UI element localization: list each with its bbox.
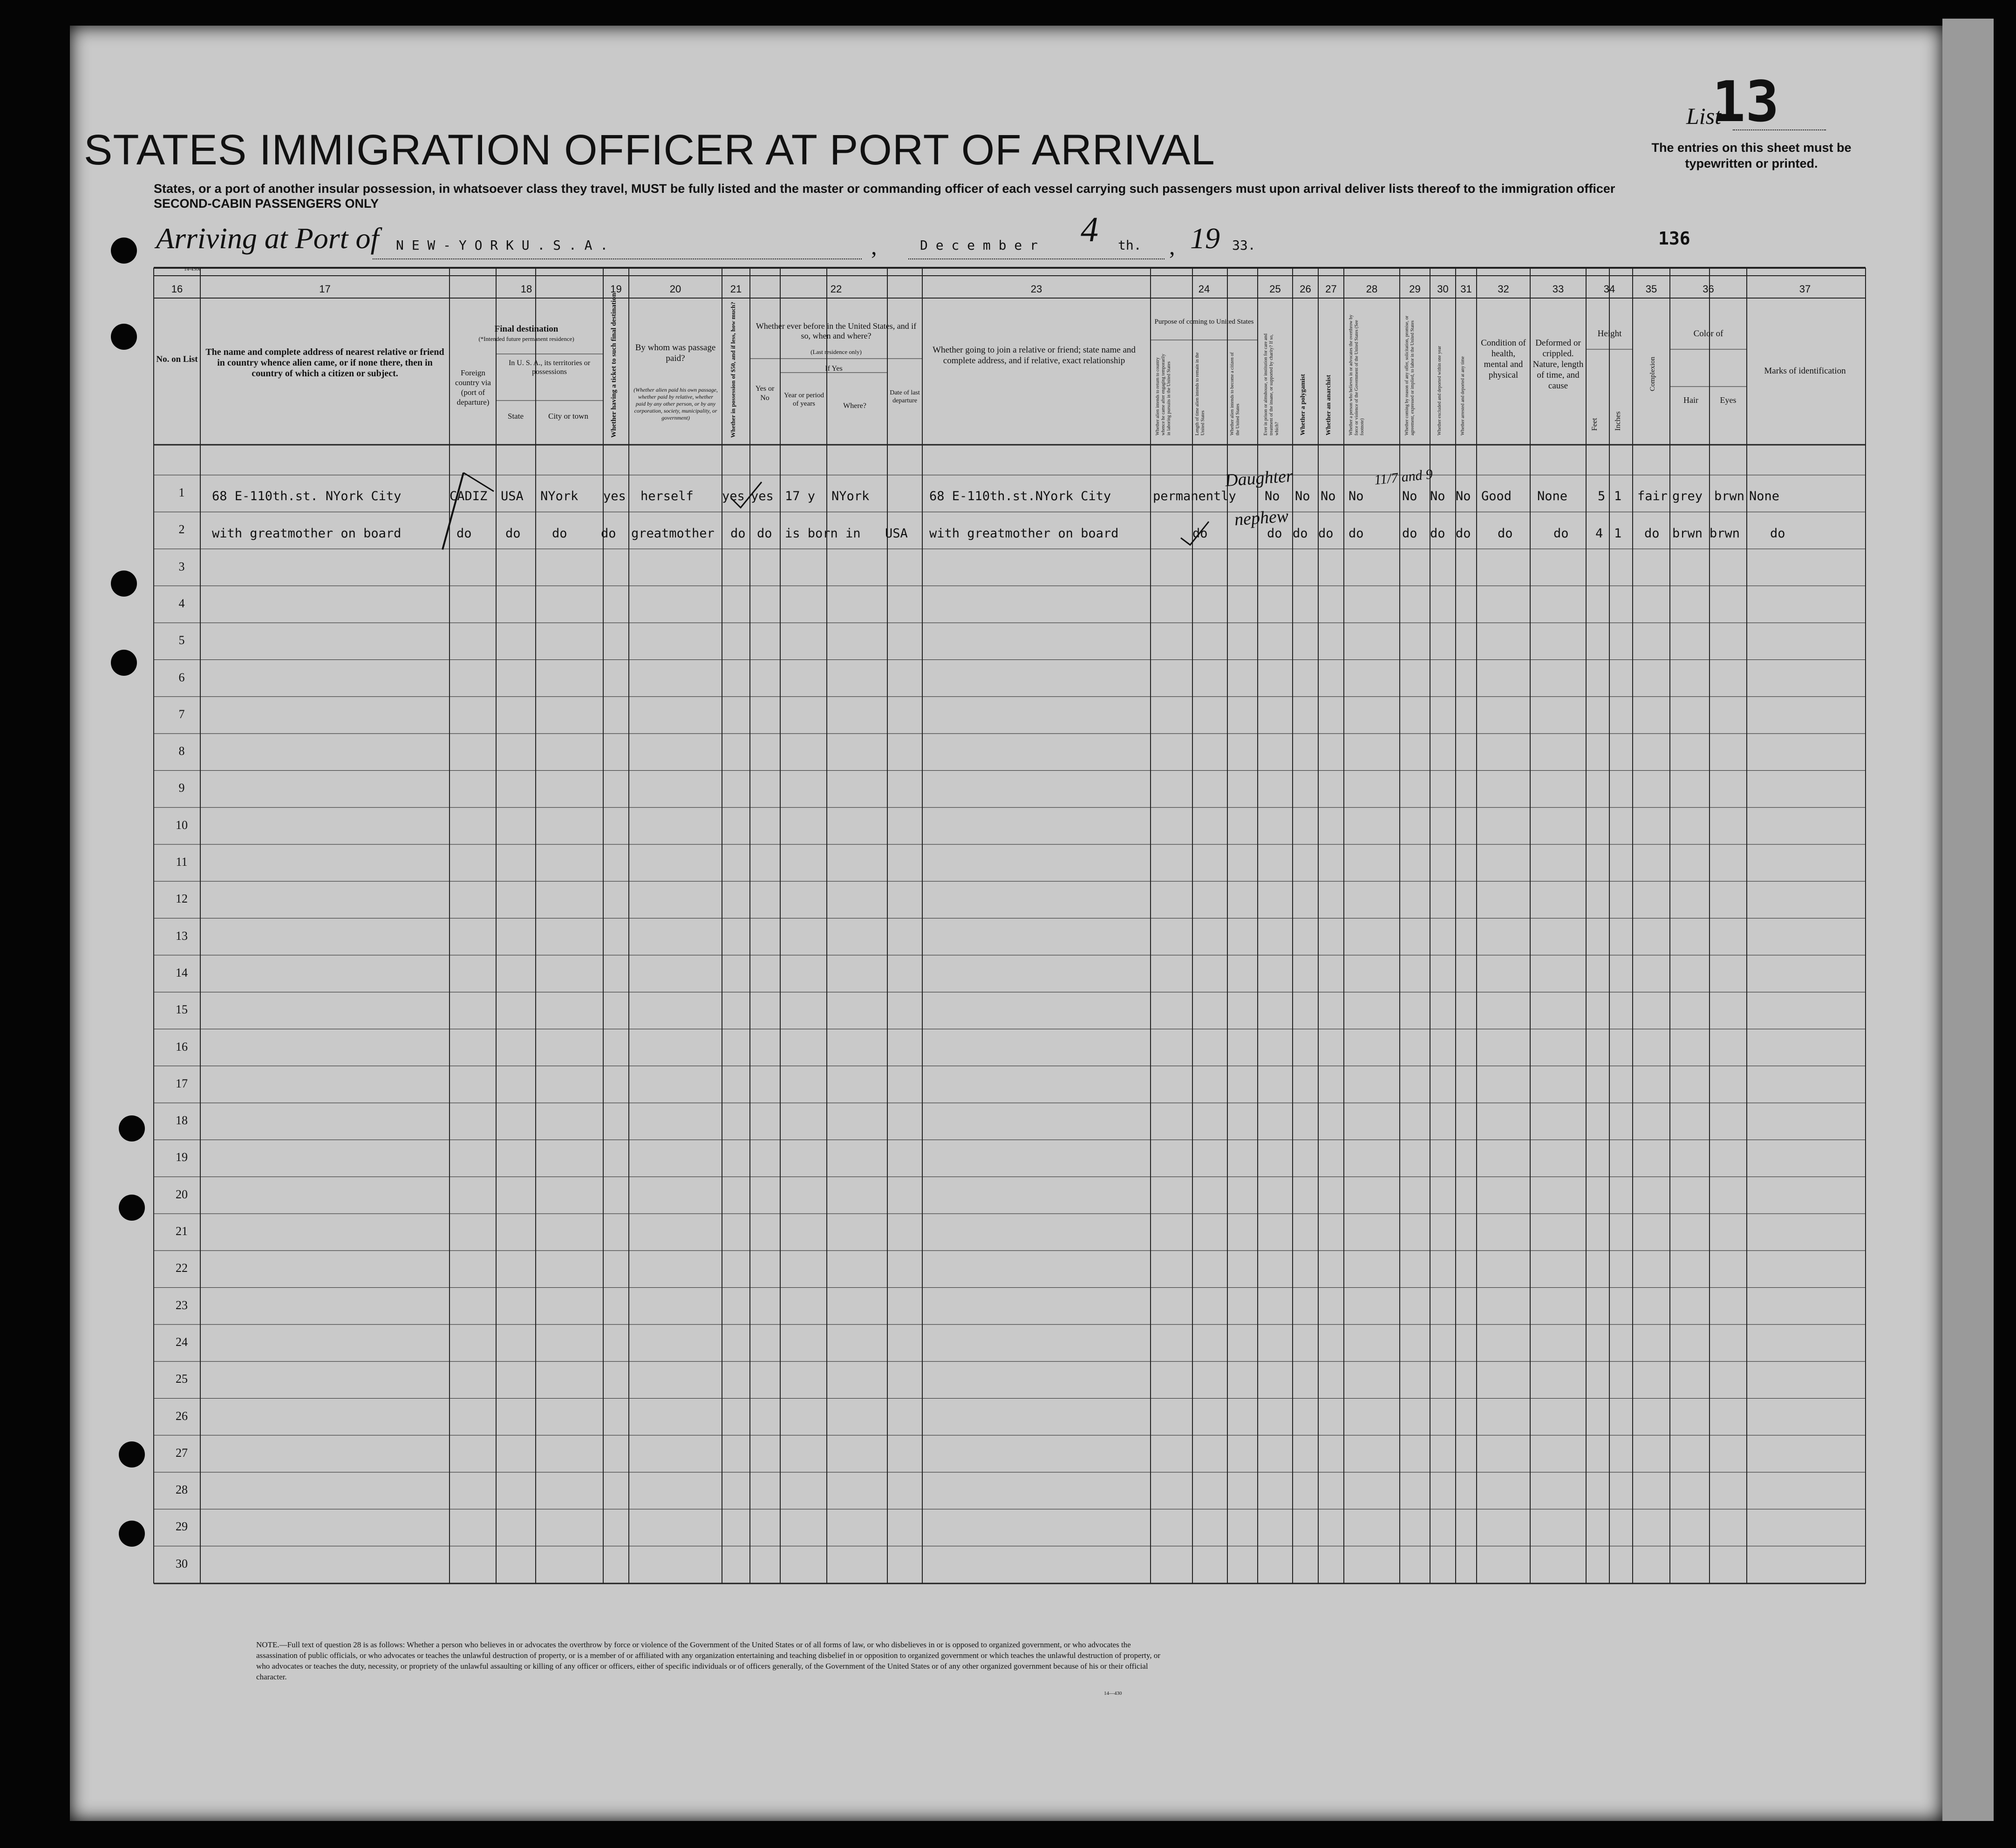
- row-number: 6: [178, 670, 185, 684]
- r1-hair: grey: [1672, 489, 1703, 503]
- r2-state: do: [505, 526, 521, 541]
- row-number: 23: [176, 1298, 188, 1312]
- handwritten-check-mark: [1178, 519, 1211, 547]
- r2-eyes: brwn: [1710, 526, 1740, 541]
- r1-purpose: permanently: [1153, 489, 1236, 503]
- handwritten-relation-r2: nephew: [1233, 506, 1289, 530]
- day-value: 4: [1081, 210, 1098, 249]
- r2-before-us: do: [757, 526, 772, 541]
- col-22-header: Whether ever before in the United States, and if so, when and where?: [756, 321, 917, 340]
- binder-hole: [111, 324, 137, 350]
- col-36-header: Color of: [1693, 329, 1723, 339]
- r2-inches: 1: [1614, 526, 1622, 541]
- handwritten-relation-r1: Daughter: [1224, 466, 1294, 491]
- r1-inches: 1: [1614, 489, 1622, 503]
- col-24-num: 24: [1198, 283, 1210, 295]
- col-20-sub: (Whether alien paid his own passage, whether paid by relative, whether paid by any other person, or by any corporation, society, municipality, or government): [633, 387, 718, 421]
- adjacent-page-edge: [1942, 19, 1994, 1821]
- row-number: 5: [178, 633, 185, 647]
- month-value: D e c e m b e r: [920, 238, 1038, 253]
- r2-nearest-relative: with greatmother on board: [212, 526, 402, 541]
- r2-complexion: do: [1644, 526, 1660, 541]
- col-22-year: Year or period of years: [784, 392, 824, 408]
- col-35-num: 35: [1645, 283, 1657, 295]
- row-number: 10: [176, 818, 188, 832]
- r2-joining: with greatmother on board: [929, 526, 1119, 541]
- r1-where: NYork: [831, 489, 870, 503]
- r2-deformed: do: [1553, 526, 1569, 541]
- port-underline: [373, 258, 862, 259]
- binder-hole: [111, 571, 137, 597]
- col-19-num: 19: [610, 283, 622, 295]
- row-number: 1: [178, 486, 185, 499]
- typewritten-instruction: The entries on this sheet must be typewritten or printed.: [1651, 141, 1852, 170]
- list-underline: [1733, 129, 1826, 130]
- row-number: 14: [176, 965, 188, 979]
- row-number: 26: [176, 1409, 188, 1423]
- col-18-usa: In U. S. A., its territories or possessions: [508, 359, 591, 376]
- r2-where: USA: [885, 526, 908, 541]
- col-22-yesno: Yes or No: [755, 385, 775, 402]
- col-28-header: Whether a person who believes in or advocates the overthrow by force or violence of the Government of the United States (See footnote): [1349, 314, 1365, 435]
- col-18-sub: (*Intended future permanent residence): [478, 335, 574, 342]
- col-30-header: Whether excluded and deported within one year: [1437, 346, 1442, 435]
- arriving-label: Arriving at Port of: [156, 222, 379, 255]
- row-number: 4: [178, 596, 185, 610]
- col-22-ifyes: If Yes: [825, 365, 843, 373]
- r1-deformed: None: [1537, 489, 1568, 503]
- col-22-num: 22: [830, 283, 842, 295]
- col-22-sub: (Last residence only): [810, 348, 862, 355]
- binder-hole: [111, 650, 137, 676]
- r2-labor-offer: do: [1402, 526, 1417, 541]
- year-suffix: 33.: [1232, 238, 1256, 253]
- r1-excluded: No: [1430, 489, 1445, 503]
- row-number: 25: [176, 1372, 188, 1386]
- r2-prison: do: [1267, 526, 1282, 541]
- r2-marks: do: [1770, 526, 1785, 541]
- r2-overthrow: do: [1349, 526, 1364, 541]
- r2-deported: do: [1456, 526, 1471, 541]
- comma: ,: [871, 233, 877, 259]
- row-number: 8: [178, 744, 185, 758]
- col-25-header: Ever in prison or almshouse, or institution for care and treatment of the insane, or supported by charity? If so, which?: [1263, 333, 1280, 435]
- col-20-num: 20: [669, 283, 681, 295]
- binder-hole: [119, 1521, 145, 1547]
- col-32-header: Condition of health, mental and physical: [1481, 338, 1526, 380]
- r1-deported: No: [1456, 489, 1471, 503]
- col-22-where: Where?: [843, 402, 866, 410]
- row-number: 28: [176, 1483, 188, 1497]
- row-number: 15: [176, 1003, 188, 1017]
- col-18-foreign: Foreign country via (port of departure): [455, 368, 491, 407]
- col-24-header: Purpose of coming to United States: [1154, 318, 1254, 326]
- r2-feet: 4: [1595, 526, 1603, 541]
- day-suffix: th.: [1118, 238, 1142, 253]
- col-19-header: Whether having a ticket to such final destination: [610, 293, 618, 438]
- row-number: 20: [176, 1187, 188, 1201]
- r1-passage-paid: herself: [640, 489, 694, 503]
- r2-foreign-port: do: [456, 526, 472, 541]
- col-29-header: Whether coming by reason of any offer, solicitation, promise, or agreement, expressed or implied, to labor in the United States: [1404, 315, 1415, 435]
- row-number: 22: [176, 1261, 188, 1275]
- r1-overthrow: No: [1349, 489, 1364, 503]
- date-underline: [908, 258, 1165, 259]
- col-21-header: Whether in possession of $50, and if less, how much?: [729, 302, 736, 438]
- r2-city: do: [552, 526, 567, 541]
- row-number: 11: [176, 855, 188, 869]
- col-23-num: 23: [1030, 283, 1042, 295]
- col-36-num: 36: [1703, 283, 1714, 295]
- col-34-num: 34: [1603, 283, 1615, 295]
- binder-hole: [119, 1441, 145, 1468]
- col-28-num: 28: [1366, 283, 1378, 295]
- row-number: 7: [178, 707, 185, 721]
- col-33-num: 33: [1552, 283, 1564, 295]
- binder-hole: [111, 238, 137, 264]
- r1-before-us: yes: [751, 489, 774, 503]
- row-number: 16: [176, 1040, 188, 1053]
- sheet-number: 136: [1658, 228, 1690, 249]
- col-20-header: By whom was passage paid?: [635, 343, 716, 363]
- col-35-header: Complexion: [1649, 356, 1656, 391]
- col-18-state: State: [508, 412, 524, 421]
- r1-health: Good: [1481, 489, 1512, 503]
- col-17-num: 17: [319, 283, 331, 295]
- r1-foreign-port: CADIZ: [450, 489, 488, 503]
- col-24-v1: Whether alien intends to return to country whence he came after engaging temporarily in laboring pursuits in the United States: [1155, 353, 1171, 435]
- footnote-question-28: NOTE.—Full text of question 28 is as follows: Whether a person who believes in or advocates the overthrow by force or violence of the Government of the United States or of all forms of law, or who disbelieves in or is opposed to organized government, or who advocates the assassination of public officials, or who advocates or teaches the unlawful destruction of property, or is a member of or affiliated with any organization entertaining and teaching disbelief in or opposition to organized government or which teaches the unlawful destruction of property, or who advocates or teaches the duty, necessity, or propriety of the unlawful assaulting or killing of any officer or officers, either of specific individuals or of officers generally, of the Government of the United States or of any other organized government because of his or their official character.: [256, 1640, 1161, 1681]
- r2-hair: brwn: [1672, 526, 1703, 541]
- row-number: 12: [176, 892, 188, 906]
- list-label: List: [1686, 103, 1722, 129]
- col-25-num: 25: [1269, 283, 1281, 295]
- col-16-header: No. on List: [156, 354, 198, 364]
- r2-anarchist: do: [1318, 526, 1334, 541]
- col-33-header: Deformed or crippled. Nature, length of time, and cause: [1532, 338, 1584, 391]
- col-16-num: 16: [171, 283, 183, 295]
- r1-city: NYork: [540, 489, 579, 503]
- r1-years: 17 y: [785, 489, 816, 503]
- col-37-header: Marks of identification: [1764, 366, 1846, 376]
- r1-nearest-relative: 68 E-110th.st. NYork City: [212, 489, 402, 503]
- r1-money: yes: [722, 489, 745, 503]
- col-27-num: 27: [1325, 283, 1337, 295]
- row-number: 17: [176, 1076, 188, 1090]
- r1-complexion: fair: [1637, 489, 1668, 503]
- col-27-header: Whether an anarchist: [1325, 374, 1332, 435]
- col-32-num: 32: [1498, 283, 1509, 295]
- col-34-header: Height: [1597, 329, 1622, 339]
- header-class: SECOND-CABIN PASSENGERS ONLY: [154, 197, 379, 211]
- col-21-num: 21: [730, 283, 742, 295]
- r2-excluded: do: [1430, 526, 1445, 541]
- col-24-v3: Whether alien intends to become a citizen of the United States: [1230, 352, 1240, 435]
- row-number: 19: [176, 1150, 188, 1164]
- r2-years: is born in: [785, 526, 861, 541]
- col-31-num: 31: [1460, 283, 1472, 295]
- r2-money: do: [730, 526, 746, 541]
- page-title: STATES IMMIGRATION OFFICER AT PORT OF ARRIVAL: [84, 126, 1215, 174]
- r1-ticket: yes: [603, 489, 626, 503]
- r1-labor-offer: No: [1402, 489, 1417, 503]
- col-34-feet: Feet: [1591, 418, 1599, 431]
- form-code: 14-430e: [184, 266, 201, 272]
- handwritten-slash-marks: [438, 466, 503, 559]
- col-26-num: 26: [1300, 283, 1311, 295]
- col-31-header: Whether arrested and deported at any time: [1460, 356, 1465, 435]
- r2-passage-paid: greatmother: [631, 526, 715, 541]
- r1-feet: 5: [1598, 489, 1606, 503]
- footer-form-code: 14—430: [1104, 1691, 1122, 1696]
- row-number: 21: [176, 1224, 188, 1238]
- binder-hole: [119, 1195, 145, 1221]
- r1-marks: None: [1749, 489, 1780, 503]
- row-number: 18: [176, 1114, 188, 1128]
- col-18-city: City or town: [548, 412, 588, 421]
- col-34-inches: Inches: [1614, 411, 1622, 431]
- row-number: 27: [176, 1446, 188, 1460]
- r1-joining: 68 E-110th.st.NYork City: [929, 489, 1111, 503]
- handwritten-check-mark: [729, 480, 766, 550]
- col-22-date: Date of last departure: [890, 389, 920, 404]
- r1-prison: No: [1265, 489, 1280, 503]
- col-18-header: Final destination: [494, 324, 558, 334]
- handwritten-dates: 11/7 and 9: [1373, 466, 1434, 488]
- col-36-hair: Hair: [1683, 395, 1698, 405]
- r2-ticket: do: [601, 526, 616, 541]
- r2-health: do: [1498, 526, 1513, 541]
- col-26-header: Whether a polygamist: [1300, 374, 1307, 435]
- r1-polygamist: No: [1295, 489, 1310, 503]
- col-24-v2: Length of time alien intends to remain in the United States: [1195, 352, 1206, 435]
- col-37-num: 37: [1799, 283, 1811, 295]
- col-17-header: The name and complete address of nearest relative or friend in country whence alien came, or if none there, then in country of which a citizen or subject.: [205, 347, 444, 379]
- list-number: 13: [1712, 70, 1779, 135]
- binder-hole: [119, 1115, 145, 1141]
- r2-polygamist: do: [1293, 526, 1308, 541]
- header-subtitle: States, or a port of another insular possession, in whatsoever class they travel, MUST be fully listed and the master or commanding officer of each vessel carrying such passengers must upon arrival deliver lists thereof to the immigration officer: [154, 182, 1615, 196]
- row-number: 29: [176, 1520, 188, 1534]
- year-prefix: 19: [1190, 222, 1220, 255]
- row-number: 13: [176, 929, 188, 943]
- r1-state: USA: [501, 489, 524, 503]
- col-36-eyes: Eyes: [1720, 395, 1737, 405]
- col-29-num: 29: [1409, 283, 1421, 295]
- comma: ,: [1169, 233, 1175, 259]
- r2-purpose: do: [1192, 526, 1208, 541]
- row-number: 3: [178, 559, 185, 573]
- row-number: 30: [176, 1556, 188, 1570]
- row-number: 2: [178, 523, 185, 537]
- row-number: 9: [178, 781, 185, 795]
- col-18-num: 18: [520, 283, 532, 295]
- r1-anarchist: No: [1321, 489, 1336, 503]
- col-23-header: Whether going to join a relative or friend; state name and complete address, and if relative, exact relationship: [933, 345, 1136, 366]
- r1-eyes: brwn: [1714, 489, 1745, 503]
- row-number: 24: [176, 1335, 188, 1349]
- port-value: N E W - Y O R K U . S . A .: [396, 238, 608, 253]
- col-30-num: 30: [1437, 283, 1449, 295]
